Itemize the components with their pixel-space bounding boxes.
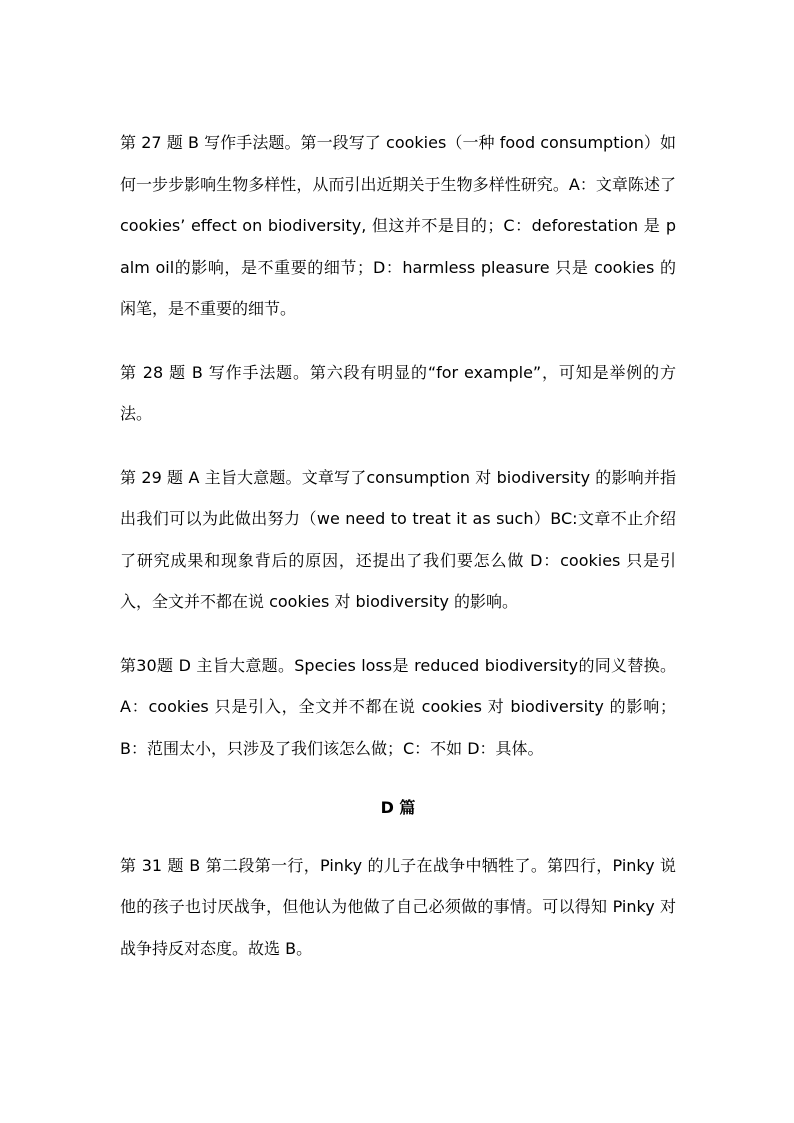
answer-explanation-q30: 第30题 D 主旨大意题。Species loss是 reduced biodiversity的同义替换。A：cookies 只是引入，全文并不都在说 cookies 对 biodiversity 的影响；B：范围太小，只涉及了我们该怎么做；C：不如 D：具体。 (120, 655, 676, 758)
section-heading: D 篇 (380, 798, 416, 817)
answer-explanation-q28: 第 28 题 B 写作手法题。第六段有明显的“for example”，可知是举例的方法。 (120, 362, 676, 423)
answer-explanation-q27: 第 27 题 B 写作手法题。第一段写了 cookies（一种 food consumption）如何一步步影响生物多样性，从而引出近期关于生物多样性研究。A：文章陈述了 cookies’ effect on biodiversity, 但这并不是目的；C：deforestation 是 palm oil的影响，是不重要的细节；D：harmless pleasure 只是 cookies 的闲笔，是不重要的细节。 (120, 133, 676, 318)
answer-explanation-q29: 第 29 题 A 主旨大意题。文章写了consumption 对 biodiversity 的影响并指出我们可以为此做出努力（we need to treat it as such）BC:文章不止介绍了研究成果和现象背后的原因，还提出了我们要怎么做 D：cookies 只是引入，全文并不都在说 cookies 对 biodiversity 的影响。 (120, 467, 676, 611)
answer-explanation-q31: 第 31 题 B 第二段第一行，Pinky 的儿子在战争中牺牲了。第四行，Pinky 说他的孩子也讨厌战争，但他认为他做了自己必须做的事情。可以得知 Pinky 对战争持反对态度。故选 B。 (120, 855, 676, 958)
document-page (120, 122, 676, 991)
